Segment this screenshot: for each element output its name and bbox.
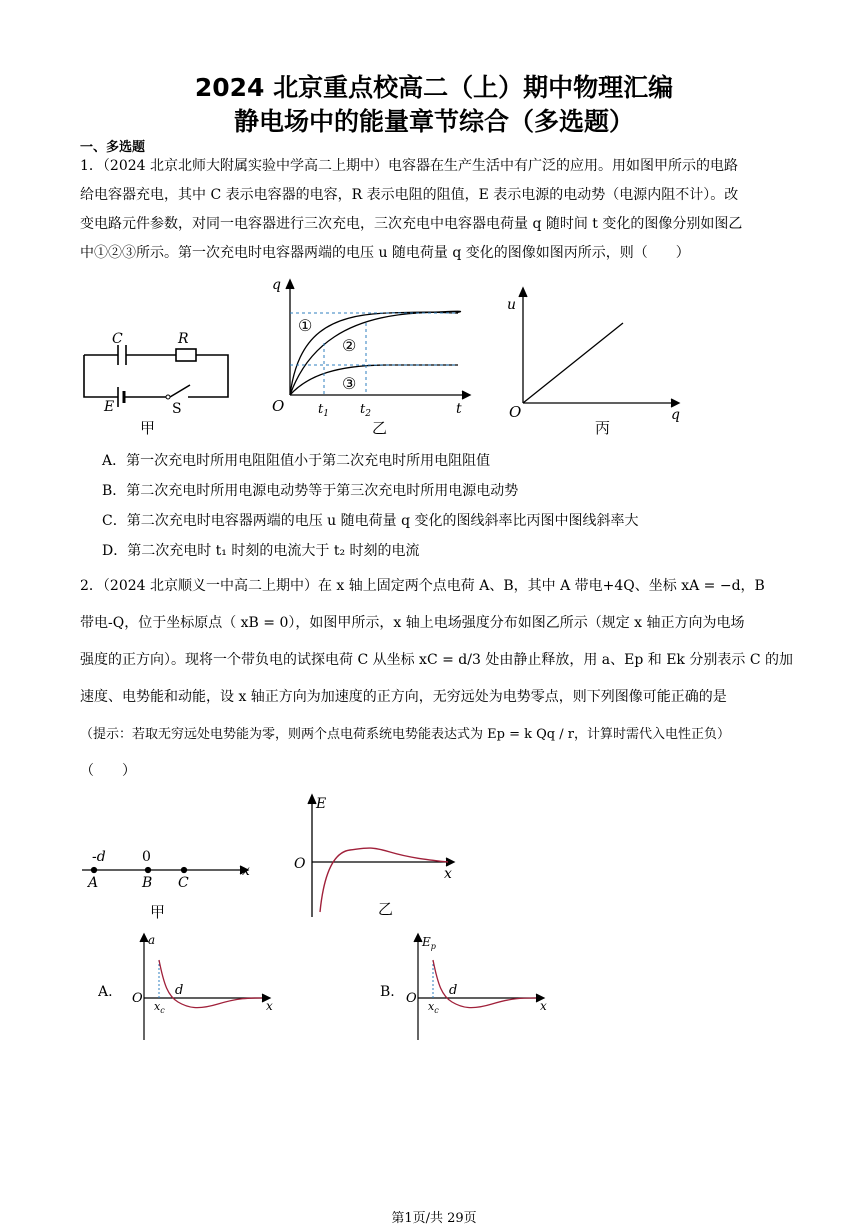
option-label-a: A. xyxy=(98,984,113,1000)
q1-figure-yi-charging-curves xyxy=(268,275,478,440)
tick-xc: $x_c$ xyxy=(154,1000,165,1015)
figure-caption-jia: 甲 xyxy=(140,419,156,437)
axis-label-q: q xyxy=(671,407,680,423)
q1-line4: 中①②③所示。第一次充电时电容器两端的电压 u 随电荷量 q 变化的图像如图丙所示，则（ ） xyxy=(80,245,690,261)
axis-label-u: u xyxy=(507,297,517,313)
tick-d: d xyxy=(449,983,458,998)
origin-label: O xyxy=(272,397,285,415)
q2-text xyxy=(80,568,796,790)
q2-line6: （ ） xyxy=(80,763,136,779)
coord-zero: 0 xyxy=(142,849,151,865)
charge-label-a: A xyxy=(88,875,99,891)
resistor-label: R xyxy=(178,331,189,347)
axis-label-x: x xyxy=(444,866,452,882)
origin-label: O xyxy=(509,403,522,421)
coord-minus-d: -d xyxy=(92,849,106,865)
page-title-line1: 2024 北京重点校高二（上）期中物理汇编 xyxy=(194,73,674,102)
q2-line3: 强度的正方向）。现将一个带负电的试探电荷 C 从坐标 xC = d/3 处由静止释放，用 a、Ep 和 Ek 分别表示 C 的加 xyxy=(80,652,793,668)
curve-label-2: ② xyxy=(342,336,357,355)
charge-label-b: B xyxy=(142,875,153,891)
tick-t2: $t_2$ xyxy=(360,402,371,419)
q1-option-d: D．第二次充电时 t₁ 时刻的电流大于 t₂ 时刻的电流 xyxy=(102,543,420,559)
page-footer: 第1页/共 29页 xyxy=(391,1211,477,1226)
q1-figure-bing-uq-line xyxy=(505,285,690,440)
tick-t1: $t_1$ xyxy=(318,402,329,419)
figure-caption-jia: 甲 xyxy=(150,903,166,921)
axis-label-x: x xyxy=(266,999,273,1013)
q1-line1: 1．（2024 北京北师大附属实验中学高二上期中）电容器在生产生活中有广泛的应用。用如图甲所示的电路 xyxy=(80,158,738,174)
q1-text xyxy=(80,152,796,268)
q2-option-b-graph xyxy=(380,930,550,1045)
origin-label: O xyxy=(132,991,143,1006)
q2-line2: 带电-Q，位于坐标原点（ xB = 0），如图甲所示，x 轴上电场强度分布如图乙所示（规定 x 轴正方向为电场 xyxy=(80,615,745,631)
figure-caption-bing: 丙 xyxy=(595,419,611,437)
q2-line4: 速度、电势能和动能，设 x 轴正方向为加速度的正方向，无穷远处为电势零点，则下列图像可能正确的是 xyxy=(80,689,727,705)
figure-caption-yi: 乙 xyxy=(372,419,388,437)
q1-option-a: A．第一次充电时所用电阻阻值小于第二次充电时所用电阻阻值 xyxy=(102,453,491,469)
q2-line1: 2．（2024 北京顺义一中高二上期中）在 x 轴上固定两个点电荷 A、B，其中 A 带电+4Q、坐标 xA = −d，B xyxy=(80,578,765,594)
curve-2 xyxy=(290,311,461,395)
q1-line3: 变电路元件参数，对同一电容器进行三次充电，三次充电中电容器电荷量 q 随时间 t 变化的图像分别如图乙 xyxy=(80,216,743,232)
q1-figure-jia-circuit xyxy=(78,325,238,440)
figure-caption-yi: 乙 xyxy=(378,900,394,918)
tick-d: d xyxy=(175,983,184,998)
source-label: E xyxy=(104,399,115,415)
axis-label-e: E xyxy=(316,796,327,812)
origin-label: O xyxy=(294,856,306,872)
q1-option-b: B．第二次充电时所用电源电动势等于第三次充电时所用电源电动势 xyxy=(102,483,519,499)
q2-figure-jia-axis xyxy=(78,845,258,925)
tick-xc: $x_c$ xyxy=(428,1000,439,1015)
q1-option-c: C．第二次充电时电容器两端的电压 u 随电荷量 q 变化的图线斜率比丙图中图线斜率大 xyxy=(102,513,639,529)
q2-figure-yi-field xyxy=(290,792,465,927)
page-title-line2: 静电场中的能量章节综合（多选题） xyxy=(233,107,634,136)
axis-label-t: t xyxy=(456,401,462,417)
axis-label-ep: $E_p$ xyxy=(422,935,436,951)
q1-line2: 给电容器充电，其中 C 表示电容器的电容，R 表示电阻的阻值，E 表示电源的电动势（电源内阻不计）。改 xyxy=(80,187,739,203)
origin-label: O xyxy=(406,991,417,1006)
charge-label-c: C xyxy=(178,875,189,891)
axis-label-x: x xyxy=(540,999,547,1013)
curve-3 xyxy=(290,365,458,395)
axis-label-a: a xyxy=(148,933,156,947)
q2-option-a-graph xyxy=(98,930,278,1045)
curve-label-3: ③ xyxy=(342,374,357,393)
axis-label-x: x xyxy=(242,863,250,879)
capacitor-label: C xyxy=(112,331,123,347)
option-label-b: B. xyxy=(380,984,395,1000)
axis-label-q: q xyxy=(272,277,281,293)
curve-label-1: ① xyxy=(298,316,313,335)
switch-label: S xyxy=(172,401,182,417)
q2-line5: （提示：若取无穷远处电势能为零，则两个点电荷系统电势能表达式为 Ep = k Qq / r，计算时需代入电性正负） xyxy=(80,727,730,742)
section-heading: 一、多选题 xyxy=(80,140,146,155)
